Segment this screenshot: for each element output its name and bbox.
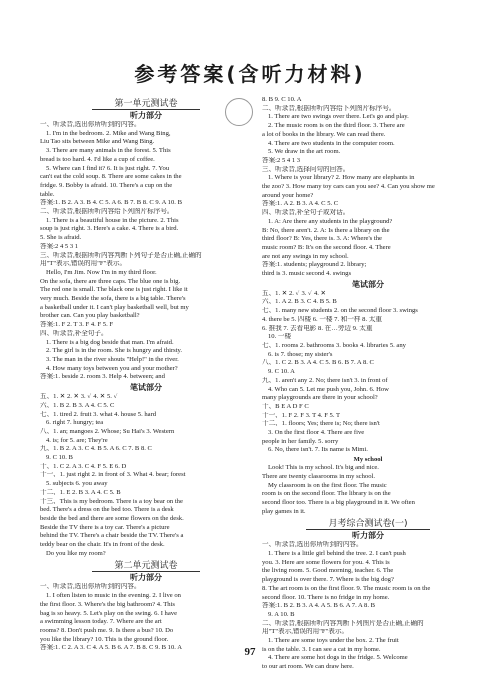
text-line: 二、听录音,根据所听内容判断下列图片是否正确,正确的 [262,619,424,627]
text-line: the first floor. 3. Where's the big bathroom? 4. This [40,600,175,608]
text-line: Hello, I'm Jim. Now I'm in my third floor. [46,268,157,276]
text-line: beside the bed and there are some flowers on the desk. [40,514,184,522]
text-line: 三、听录音,根据所听内容判断下列句子是否正确,正确的 [40,251,202,259]
text-line: 6. 推我 7. 去看电影 8. 在…旁边 9. 太重 [262,324,373,332]
text-line: 9. C 10. B [46,454,73,462]
subsection-heading: 笔试部分 [352,279,384,289]
text-line: There are twenty classrooms in my school. [262,472,375,480]
text-line: 4. There are two students in the computer room. [268,139,395,147]
section-heading-text: 第一单元测试卷 [92,99,199,110]
text-line: the living room. 5. Good morning, teacher. 6. The [262,567,394,575]
text-line: table. [40,190,55,198]
text-line: 6. is 7. those; my sister's [268,350,333,358]
text-line: 七、1. rooms 2. bathrooms 3. books 4. libraries 5. any [262,341,406,349]
text-line: 1. There are some toys under the box. 2. The fruit [268,637,399,645]
text-line: teddy bear on the chair. It's in front of the desk. [40,541,165,549]
section-heading [40,98,252,110]
text-line: 1. Where is your library? 2. How many are elephants in [268,174,415,182]
text-line: 九、1. aren't any 2. No; there isn't 3. in front of [262,376,388,384]
text-line: 3. On the first floor 4. There are five [268,429,365,437]
text-line: 十二、1. E 2. B 3. A 4. C 5. B [40,488,121,496]
text-line: playground is over there. 7. Where is the big dog? [262,576,394,584]
text-line: 8. The art room is on the first floor. 9. The music room is on the [262,584,431,592]
text-line: are not any swings in my school. [262,252,349,260]
subsection-heading: 笔试部分 [130,383,162,393]
text-line: you. 3. Here are some flowers for you. 4. This is [262,558,390,566]
subsection-heading: 听力部分 [130,573,162,583]
text-line: around your home? [262,191,314,199]
text-line: is on the table. 3. I can see a cat in my home. [262,645,381,653]
text-line: 1. There is a little girl behind the tree. 2. I can't push [268,550,406,558]
text-line: behind the TV. There's a chair beside the TV. There's a [40,532,184,540]
text-line: bed. There's a dress on the bed too. There is a desk [40,506,174,514]
text-line: 5. subjects 6. you away [46,480,108,488]
text-line: 答案:1. B 2. B 3. A 4. A 5. B 6. A 7. A 8. B [262,602,376,610]
text-line: 1. There are two swings over there. Let's go and play. [268,113,409,121]
section-heading-text: 第二单元测试卷 [92,561,199,572]
text-line: 4. How many toys between you and your mother? [46,364,178,372]
subsection-heading: 听力部分 [130,111,162,120]
text-line: 3. There are many animals in the forest. 5. This [46,147,171,155]
text-line: Look! This is my school. It's big and nice. [268,464,379,472]
text-line: brother can. Can you play basketball? [40,312,140,320]
text-line: 用"T"表示,错误的用"F"表示。 [262,628,349,636]
text-line: 9. A 10. B [268,610,295,618]
page-number: 97 [244,646,256,658]
text-line: 9. C 10. A [268,368,295,376]
text-line: can't eat the cold soup. 8. There are some cakes in the [40,173,182,181]
text-line: bag is so heavy. 5. Let's play on the swing. 6. I have [40,609,178,617]
text-line: 四、听录音,补全句子或对话。 [262,209,350,217]
text-line: 四、听录音,补全句子。 [40,329,108,337]
text-line: 5. We draw in the art room. [268,148,341,156]
essay-title: My school [353,456,383,464]
text-line: room is on the second floor. The library is on the [262,490,391,498]
text-line: 答案:1. F 2. T 3. F 4. F 5. F [40,321,114,329]
text-line: Do you like my room? [46,549,106,557]
text-line: a lot of books in the library. We can read there. [262,130,386,138]
text-line: 五、1. ✕ 2. ✕ 3. ✓ 4. ✕ 5. ✓ [40,393,118,401]
subsection-heading: 听力部分 [352,531,384,541]
left-column [40,96,252,653]
text-line: you like the library? 10. This is the ground floor. [40,635,169,643]
section-heading [40,560,252,572]
text-line: 八、1. an; mangoes 2. Whose; Su Hai's 3. Western [40,427,175,435]
text-line: 答案:1. C 2. A 3. C 4. A 5. B 6. A 7. B 8. C 9. B 10. A [40,644,182,652]
text-line: play games in it. [262,507,306,515]
right-column [262,96,474,672]
text-line: 4. there be 5. 四楼 6. 一楼 7. 和一样 8. 太重 [262,315,382,323]
text-line: 1. There is a beautiful house in the picture. 2. This [46,216,179,224]
text-line: 六、1. B 2. B 3. A 4. C 5. C [40,401,115,409]
text-line: bread is too hard. 4. I'd like a cup of coffee. [40,155,155,163]
text-line: 三、听录音,选择问句的回答。 [262,165,350,173]
text-line: 5. Where can I find it? 6. It is just right. 7. You [46,164,170,172]
text-line: 2. The music room is on the third floor. 3. There are [268,122,405,130]
text-line: 十三、This is my bedroom. There is a toy bear on the [40,497,183,505]
section-heading [262,518,474,530]
text-line: The red one is small. The black one is just right. I like it [40,286,188,294]
text-line: 10. 一楼 [268,333,292,341]
text-line: very much. Beside the sofa, there is a big table. There's [40,295,186,303]
text-line: 1. There is a big dog beside that man. I'm afraid. [46,338,174,346]
text-line: people in her family. 5. sorry [262,437,339,445]
text-line: third is 3. music second 4. swings [262,270,352,278]
text-line: 十、B E A D F C [262,402,309,410]
text-line: 答案:2 5 4 1 3 [262,156,301,164]
text-line: 五、1. ✕ 2. ✓ 3. ✓ 4. ✕ [262,289,327,297]
text-line: 6. No, there isn't. 7. Its name is Mimi. [268,446,368,454]
text-line: a swimming lesson today. 7. Where are the art [40,618,162,626]
text-line: 1. I'm in the bedroom. 2. Mike and Wang Bing, [46,129,171,137]
text-line: Liu Tao sits between Mike and Wang Bing. [40,138,155,146]
text-line: My classroom is on the first floor. The music [268,481,387,489]
text-line: 二、听录音,根据所听内容给下列图片标序号。 [262,104,396,112]
text-line: 答案:1. students; playground 2. library; [262,261,367,269]
text-line: second floor. 10. There is no fridge in my home. [262,593,390,601]
text-line: fridge. 9. Bobby is afraid. 10. There's a cup on the [40,181,173,189]
text-line: soup is just right. 3. Here's a cake. 4. There is a bird. [40,225,179,233]
text-line: 4. Who can 5. Let me push you, John. 6. How [268,385,389,393]
text-line: 1. I often listen to music in the evening. 2. I live on [46,592,181,600]
text-line: 九、1. B 2. A 3. C 4. B 5. A 6. C 7. B 8. C [40,445,152,453]
text-line: 一、听录音,选出你所听到的内容。 [40,121,141,128]
text-line: third floor? B: Yes, there is. 3. A: Where's the [262,235,382,243]
text-line: Beside the TV there is a toy car. There's a picture [40,523,170,531]
text-line: 6. right 7. hungry; tea [46,419,104,427]
text-line: second floor too. There is a big playground in it. We often [262,498,415,506]
text-line: 一、听录音,选出你所听到的内容。 [40,583,141,591]
text-line: music room? B: It's on the second floor. 4. There [262,243,391,251]
text-line: 8. B 9. C 10. A [262,96,302,103]
text-line: rooms? 8. Don't push me. 9. Is there a bus? 10. Do [40,626,174,634]
text-line: 用"T"表示,错误的用"F"表示。 [40,260,127,268]
text-line: 答案:1. A 2. B 3. A 4. C 5. C [262,200,339,208]
text-line: 八、1. C 2. B 3. A 4. C 5. B 6. B 7. A 8. C [262,359,374,367]
text-line: 六、1. A 2. B 3. C 4. B 5. B [262,298,337,306]
text-line: 4. is; for 5. are; They're [46,436,108,444]
text-line: 2. The girl is in the room. She is hungry and thirsty. [46,347,183,355]
text-line: 七、1. tired 2. fruit 3. what 4. house 5. hard [40,410,157,418]
text-line: 4. There are some hot dogs in the fridge. 5. Welcome [268,654,408,662]
text-line: 七、1. many new students 2. on the second floor 3. swings [262,307,418,315]
text-line: 答案:1. beside 2. room 3. Help 4. between; and [40,373,165,381]
text-line: B: No, there aren't. 2. A: Is there a library on the [262,226,390,234]
text-line: many playgrounds are there in your school? [262,394,378,402]
text-line: 1. A: Are there any students in the playground? [268,217,393,225]
text-line: 3. The man in the river shouts "Help!" in the river. [46,355,179,363]
section-heading-text: 月考综合测试卷(一) [306,519,429,530]
text-line: 十、1. C 2. A 3. C 4. F 5. E 6. D [40,462,127,470]
text-line: 二、听录音,根据所听内容给下列图片标序号。 [40,208,174,216]
text-line: to our art room. We can draw here. [262,663,354,671]
text-line: 5. She is afraid. [40,234,82,242]
text-line: 答案:1. B 2. A 3. B 4. C 5. A 6. B 7. B 8. C 9. A 10. B [40,199,182,207]
text-line: the zoo? 3. How many toy cars can you see? 4. Can you show me [262,183,435,191]
text-line: 十一、1. just right 2. in front of 3. What 4. bear; forest [40,471,186,479]
text-line: 十一、1. F 2. F 3. T 4. F 5. T [262,411,341,419]
text-line: a basketball under it. I can't play basketball well, but my [40,303,189,311]
text-line: 一、听录音,选出你所听到的内容。 [262,541,363,549]
text-line: On the sofa, there are three caps. The blue one is big. [40,277,181,285]
text-line: 十二、1. floors; Yes; there is; No; there isn't [262,420,380,428]
page-title: 参考答案(含听力材料) [134,62,366,86]
text-line: 答案:2 4 5 3 1 [40,242,79,250]
